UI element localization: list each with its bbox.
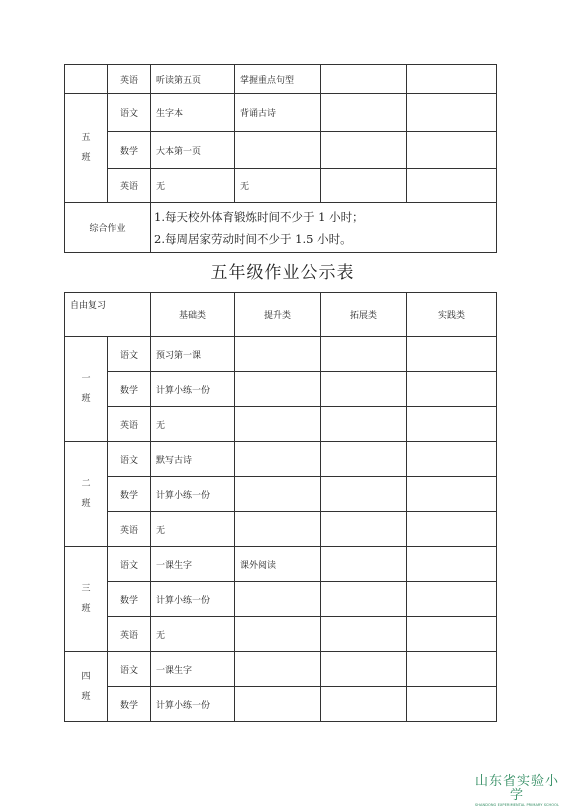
practice-cell: [407, 65, 497, 94]
extend-cell: [321, 582, 407, 617]
page-title: 五年级作业公示表: [210, 263, 355, 283]
top-table: [64, 64, 497, 253]
corner-header: 自由复习: [65, 293, 151, 337]
subject-cell: 语文: [108, 337, 151, 372]
practice-cell: [407, 687, 497, 722]
practice-cell: [407, 547, 497, 582]
basic-cell: 无: [151, 407, 235, 442]
basic-cell: 无: [151, 617, 235, 652]
practice-cell: [407, 442, 497, 477]
extend-cell: [321, 65, 407, 94]
subject-cell: 数学: [108, 132, 151, 169]
school-logo-name: 山东省实验小学: [474, 774, 559, 803]
basic-cell: 计算小练一份: [151, 687, 235, 722]
basic-cell: 无: [151, 169, 235, 203]
practice-cell: [407, 512, 497, 547]
advance-cell: [235, 617, 321, 652]
basic-cell: 计算小练一份: [151, 582, 235, 617]
extend-cell: [321, 617, 407, 652]
table-row: [65, 582, 497, 617]
practice-cell: [407, 477, 497, 512]
table-row: [65, 547, 497, 582]
table-row: [65, 652, 497, 687]
advance-cell: [235, 477, 321, 512]
table-row: [65, 65, 497, 94]
general-homework-text: [151, 203, 497, 253]
extend-cell: [321, 477, 407, 512]
advance-cell: 掌握重点句型: [235, 65, 321, 94]
extend-cell: [321, 407, 407, 442]
practice-cell: [407, 337, 497, 372]
subject-cell: 语文: [108, 652, 151, 687]
table-row: [65, 477, 497, 512]
subject-cell: 数学: [108, 687, 151, 722]
basic-cell: 一课生字: [151, 652, 235, 687]
advance-cell: [235, 442, 321, 477]
basic-cell: 大本第一页: [151, 132, 235, 169]
basic-cell: 计算小练一份: [151, 477, 235, 512]
subject-cell: 英语: [108, 169, 151, 203]
practice-cell: [407, 372, 497, 407]
table-row: [65, 169, 497, 203]
subject-cell: 英语: [108, 65, 151, 94]
table-row: [65, 407, 497, 442]
table-row: [65, 512, 497, 547]
table-row: [65, 94, 497, 132]
extend-cell: [321, 372, 407, 407]
basic-cell: 预习第一课: [151, 337, 235, 372]
advance-cell: [235, 582, 321, 617]
table-row: [65, 442, 497, 477]
subject-cell: 语文: [108, 547, 151, 582]
advance-cell: [235, 687, 321, 722]
basic-cell: 无: [151, 512, 235, 547]
subject-cell: 英语: [108, 617, 151, 652]
extend-cell: [321, 442, 407, 477]
advance-cell: 背诵古诗: [235, 94, 321, 132]
school-logo-english: SHANDONG EXPERIMENTAL PRIMARY SCHOOL: [474, 803, 560, 807]
class-name-cell: 三 班: [65, 547, 108, 652]
table-row: [65, 132, 497, 169]
basic-cell: 听读第五页: [151, 65, 235, 94]
school-logo: [472, 775, 562, 808]
advance-cell: [235, 652, 321, 687]
extend-cell: [321, 547, 407, 582]
advance-cell: [235, 132, 321, 169]
basic-cell: 生字本: [151, 94, 235, 132]
subject-cell: 语文: [108, 442, 151, 477]
column-header: 基础类: [151, 293, 235, 337]
practice-cell: [407, 652, 497, 687]
column-header: 拓展类: [321, 293, 407, 337]
subject-cell: 数学: [108, 582, 151, 617]
general-homework-line: 1.每天校外体育锻炼时间不少于 1 小时；: [154, 209, 364, 224]
column-header: 实践类: [407, 293, 497, 337]
extend-cell: [321, 94, 407, 132]
extend-cell: [321, 132, 407, 169]
practice-cell: [407, 94, 497, 132]
class-name-cell: 二 班: [65, 442, 108, 547]
extend-cell: [321, 512, 407, 547]
subject-cell: 英语: [108, 407, 151, 442]
advance-cell: 无: [235, 169, 321, 203]
advance-cell: [235, 372, 321, 407]
class-name-cell: 一 班: [65, 337, 108, 442]
subject-cell: 语文: [108, 94, 151, 132]
advance-cell: [235, 407, 321, 442]
subject-cell: 英语: [108, 512, 151, 547]
column-header: 提升类: [235, 293, 321, 337]
general-homework-label: 综合作业: [65, 203, 151, 253]
advance-cell: [235, 512, 321, 547]
practice-cell: [407, 582, 497, 617]
table-row: [65, 337, 497, 372]
table-header-row: [65, 293, 497, 337]
advance-cell: 课外阅读: [235, 547, 321, 582]
extend-cell: [321, 687, 407, 722]
extend-cell: [321, 337, 407, 372]
table-row: [65, 372, 497, 407]
extend-cell: [321, 652, 407, 687]
subject-cell: 数学: [108, 372, 151, 407]
homework-table: [64, 292, 497, 722]
basic-cell: 一课生字: [151, 547, 235, 582]
basic-cell: 默写古诗: [151, 442, 235, 477]
practice-cell: [407, 169, 497, 203]
advance-cell: [235, 337, 321, 372]
table-row: [65, 203, 497, 253]
class-name-cell: 五 班: [65, 94, 108, 203]
practice-cell: [407, 407, 497, 442]
class-cell: [65, 65, 108, 94]
subject-cell: 数学: [108, 477, 151, 512]
practice-cell: [407, 132, 497, 169]
practice-cell: [407, 617, 497, 652]
extend-cell: [321, 169, 407, 203]
table-row: [65, 687, 497, 722]
class-name-cell: 四 班: [65, 652, 108, 722]
general-homework-line: 2.每周居家劳动时间不少于 1.5 小时。: [154, 231, 352, 246]
table-row: [65, 617, 497, 652]
basic-cell: 计算小练一份: [151, 372, 235, 407]
